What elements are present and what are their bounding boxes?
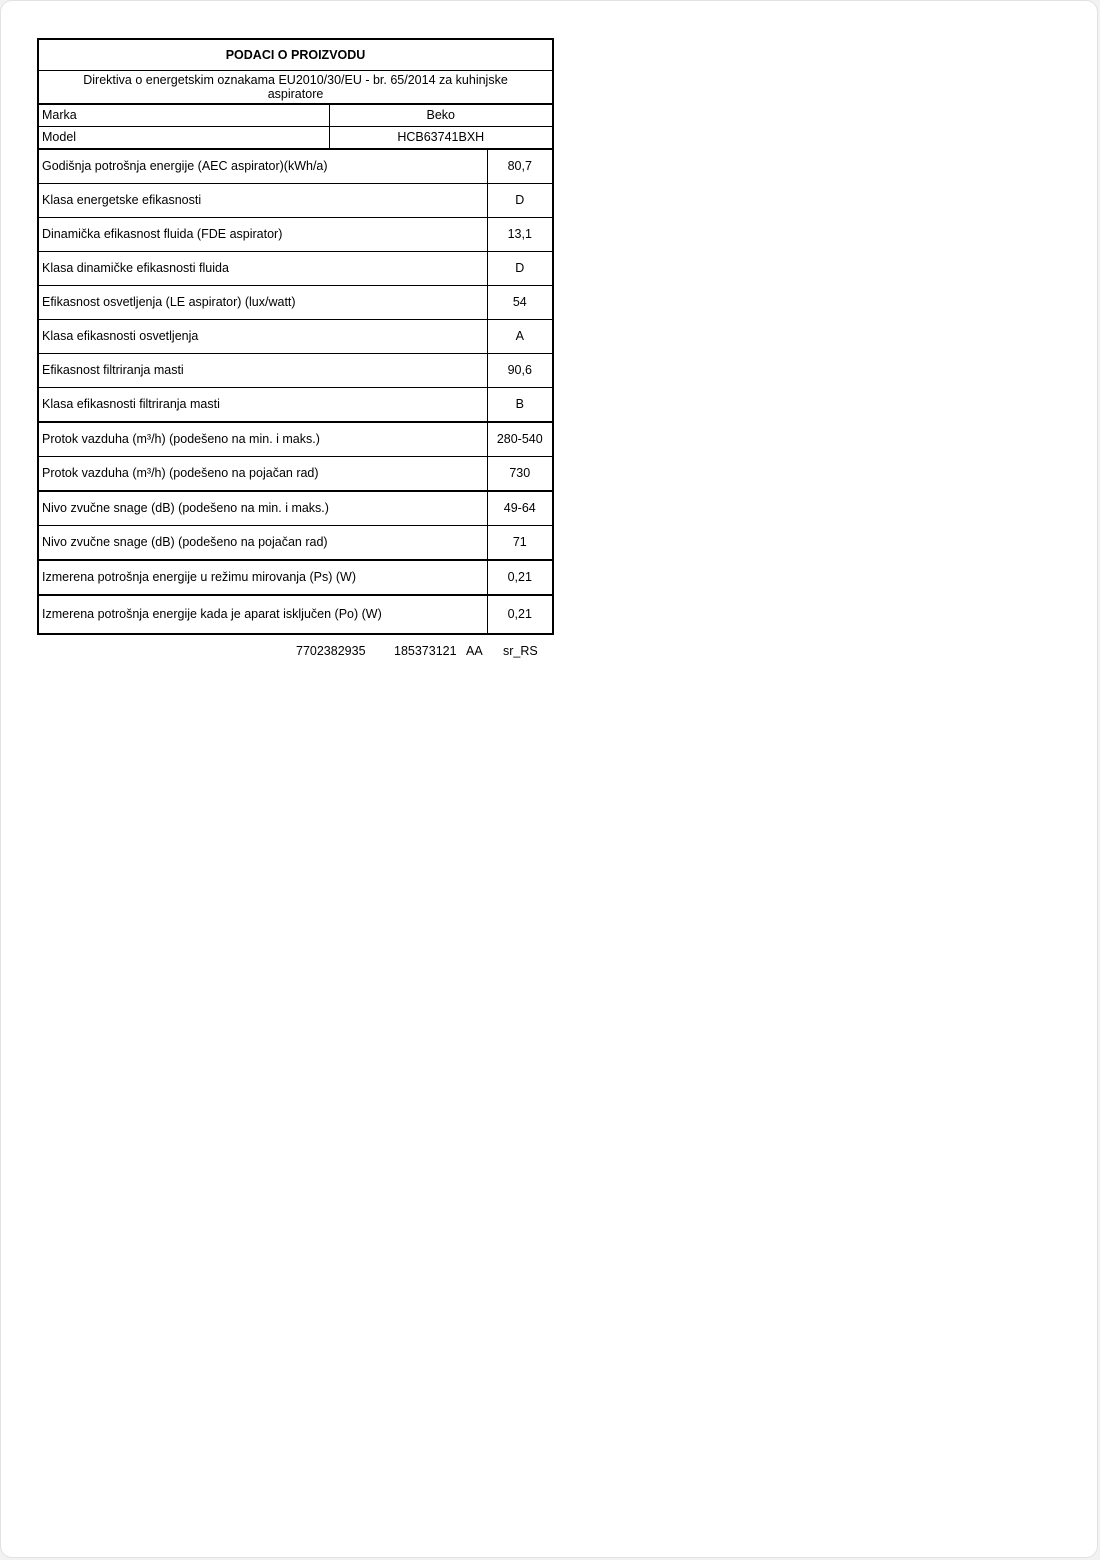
spec-row	[38, 560, 553, 595]
spec-value: B	[487, 388, 553, 423]
model-row	[38, 127, 553, 150]
spec-row	[38, 422, 553, 457]
spec-row	[38, 491, 553, 526]
spec-row	[38, 388, 553, 423]
spec-label: Klasa energetske efikasnosti	[38, 184, 487, 218]
spec-row	[38, 595, 553, 634]
sheet-title: PODACI O PROIZVODU	[38, 39, 553, 71]
spec-value: 80,7	[487, 149, 553, 184]
document-code: 7702382935	[296, 644, 366, 658]
spec-value: 49-64	[487, 491, 553, 526]
document-codes	[37, 635, 552, 661]
spec-value: 90,6	[487, 354, 553, 388]
spec-value: 730	[487, 457, 553, 492]
spec-value: D	[487, 252, 553, 286]
brand-row	[38, 104, 553, 127]
spec-label: Godišnja potrošnja energije (AEC aspirator)(kWh/a)	[38, 149, 487, 184]
spec-value: D	[487, 184, 553, 218]
spec-label: Klasa efikasnosti filtriranja masti	[38, 388, 487, 423]
spec-value: 13,1	[487, 218, 553, 252]
spec-value: 280-540	[487, 422, 553, 457]
spec-label: Efikasnost osvetljenja (LE aspirator) (lux/watt)	[38, 286, 487, 320]
document-code: 185373121	[394, 644, 457, 658]
spec-label: Izmerena potrošnja energije kada je aparat isključen (Po) (W)	[38, 595, 487, 634]
spec-label: Protok vazduha (m³/h) (podešeno na min. i maks.)	[38, 422, 487, 457]
spec-label: Nivo zvučne snage (dB) (podešeno na min. i maks.)	[38, 491, 487, 526]
spec-label: Protok vazduha (m³/h) (podešeno na pojačan rad)	[38, 457, 487, 492]
spec-label: Izmerena potrošnja energije u režimu mirovanja (Ps) (W)	[38, 560, 487, 595]
locale-code: sr_RS	[503, 644, 538, 658]
spec-row	[38, 354, 553, 388]
spec-value: 0,21	[487, 595, 553, 634]
brand-label: Marka	[38, 104, 329, 127]
product-data-sheet	[37, 38, 552, 661]
directive-text: Direktiva o energetskim oznakama EU2010/30/EU - br. 65/2014 za kuhinjske aspiratore	[38, 71, 553, 105]
directive-row	[38, 71, 553, 105]
spec-label: Nivo zvučne snage (dB) (podešeno na pojačan rad)	[38, 526, 487, 561]
spec-label: Efikasnost filtriranja masti	[38, 354, 487, 388]
spec-row	[38, 320, 553, 354]
spec-row	[38, 149, 553, 184]
spec-row	[38, 526, 553, 561]
brand-value: Beko	[329, 104, 553, 127]
spec-value: 54	[487, 286, 553, 320]
spec-label: Dinamička efikasnost fluida (FDE aspirator)	[38, 218, 487, 252]
title-row	[38, 39, 553, 71]
spec-label: Klasa dinamičke efikasnosti fluida	[38, 252, 487, 286]
spec-value: 71	[487, 526, 553, 561]
spec-row	[38, 252, 553, 286]
spec-row	[38, 457, 553, 492]
spec-label: Klasa efikasnosti osvetljenja	[38, 320, 487, 354]
model-value: HCB63741BXH	[329, 127, 553, 150]
spec-value: A	[487, 320, 553, 354]
spec-row	[38, 184, 553, 218]
spec-value: 0,21	[487, 560, 553, 595]
spec-row	[38, 286, 553, 320]
spec-row	[38, 218, 553, 252]
product-data-table	[37, 38, 554, 635]
revision-code: AA	[466, 644, 483, 658]
model-label: Model	[38, 127, 329, 150]
